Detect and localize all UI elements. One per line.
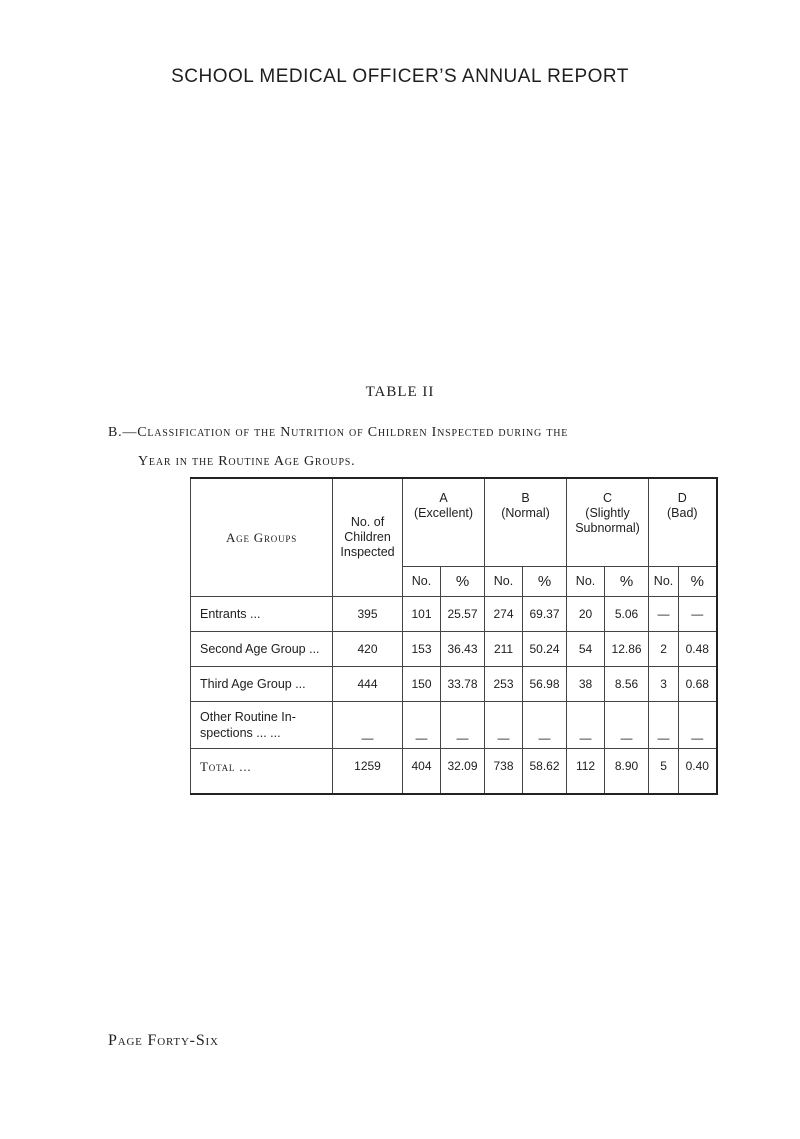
a-no-cell: 153 (403, 631, 441, 666)
inspected-cell: — (333, 701, 403, 748)
a-no-cell: 404 (403, 748, 441, 794)
table-row (191, 666, 717, 701)
a-pct-cell: 32.09 (441, 748, 485, 794)
d-no-cell: — (649, 596, 679, 631)
group-b-header (485, 478, 567, 566)
d-pct-header: % (679, 566, 717, 596)
d-pct-cell: 0.40 (679, 748, 717, 794)
c-pct-cell: 8.90 (605, 748, 649, 794)
d-pct-cell: 0.68 (679, 666, 717, 701)
b-no-cell: 738 (485, 748, 523, 794)
b-pct-cell: 58.62 (523, 748, 567, 794)
row-label-line2: spections ... ... (200, 725, 281, 740)
inspected-cell: 395 (333, 596, 403, 631)
b-pct-cell: — (523, 701, 567, 748)
a-no-cell: — (403, 701, 441, 748)
b-no-cell: 274 (485, 596, 523, 631)
a-no-header: No. (403, 566, 441, 596)
inspected-header-line1: No. of (350, 514, 385, 529)
group-a-label: (Excellent) (413, 506, 474, 520)
a-pct-cell: 25.57 (441, 596, 485, 631)
d-pct-cell: — (679, 701, 717, 748)
group-c-letter: C (603, 491, 613, 505)
table-title: TABLE II (365, 384, 435, 400)
c-no-cell: 54 (567, 631, 605, 666)
b-pct-cell: 56.98 (523, 666, 567, 701)
b-pct-cell: 69.37 (523, 596, 567, 631)
page-footer: Page Forty-Six (108, 1032, 219, 1049)
group-c-header (567, 478, 649, 566)
caption-line-2: Year in the Routine Age Groups. (138, 454, 356, 469)
c-pct-cell: 8.56 (605, 666, 649, 701)
d-no-header: No. (649, 566, 679, 596)
d-no-cell: 3 (649, 666, 679, 701)
a-pct-header: % (441, 566, 485, 596)
c-no-cell: 20 (567, 596, 605, 631)
inspected-header-line2: Children (344, 529, 391, 544)
row-label: Second Age Group ... (191, 631, 333, 666)
c-no-header: No. (567, 566, 605, 596)
b-pct-cell: 50.24 (523, 631, 567, 666)
group-a-header (403, 478, 485, 566)
table-row-total (191, 748, 717, 794)
c-pct-header: % (605, 566, 649, 596)
group-d-letter: D (677, 491, 687, 505)
b-no-cell: — (485, 701, 523, 748)
a-pct-cell: 36.43 (441, 631, 485, 666)
c-no-cell: — (567, 701, 605, 748)
c-pct-cell: 5.06 (605, 596, 649, 631)
a-no-cell: 101 (403, 596, 441, 631)
a-pct-cell: 33.78 (441, 666, 485, 701)
running-header: SCHOOL MEDICAL OFFICER’S ANNUAL REPORT (171, 66, 629, 87)
group-b-label: (Normal) (501, 506, 550, 520)
inspected-cell: 420 (333, 631, 403, 666)
row-label-line1: Other Routine In- (200, 709, 296, 724)
b-no-header: No. (485, 566, 523, 596)
b-pct-header: % (523, 566, 567, 596)
header-row-groups (191, 478, 717, 566)
table-row (191, 596, 717, 631)
c-no-cell: 38 (567, 666, 605, 701)
a-no-cell: 150 (403, 666, 441, 701)
group-d-label: (Bad) (667, 506, 698, 520)
d-no-cell: 5 (649, 748, 679, 794)
inspected-header-line3: Inspected (340, 544, 395, 559)
table-row (191, 631, 717, 666)
b-no-cell: 211 (485, 631, 523, 666)
row-label: Third Age Group ... (191, 666, 333, 701)
group-a-letter: A (439, 491, 448, 505)
c-pct-cell: 12.86 (605, 631, 649, 666)
d-no-cell: 2 (649, 631, 679, 666)
group-d-header (649, 478, 717, 566)
b-no-cell: 253 (485, 666, 523, 701)
d-no-cell: — (649, 701, 679, 748)
table-caption (108, 418, 728, 476)
d-pct-cell: 0.48 (679, 631, 717, 666)
d-pct-cell: — (679, 596, 717, 631)
caption-line-1: B.—Classification of the Nutrition of Children Inspected during the (108, 425, 569, 440)
row-label: Total ... (191, 748, 333, 794)
inspected-cell: 444 (333, 666, 403, 701)
c-pct-cell: — (605, 701, 649, 748)
c-no-cell: 112 (567, 748, 605, 794)
table-row (191, 701, 717, 748)
age-groups-header: Age Groups (191, 478, 333, 596)
a-pct-cell: — (441, 701, 485, 748)
nutrition-table (190, 477, 718, 795)
row-label (191, 701, 333, 748)
group-c-label-line1: (Slightly (585, 506, 630, 520)
group-c-label-line2: Subnormal) (575, 521, 640, 535)
group-b-letter: B (521, 491, 530, 505)
inspected-cell: 1259 (333, 748, 403, 794)
row-label: Entrants ... (191, 596, 333, 631)
inspected-header (333, 478, 403, 596)
